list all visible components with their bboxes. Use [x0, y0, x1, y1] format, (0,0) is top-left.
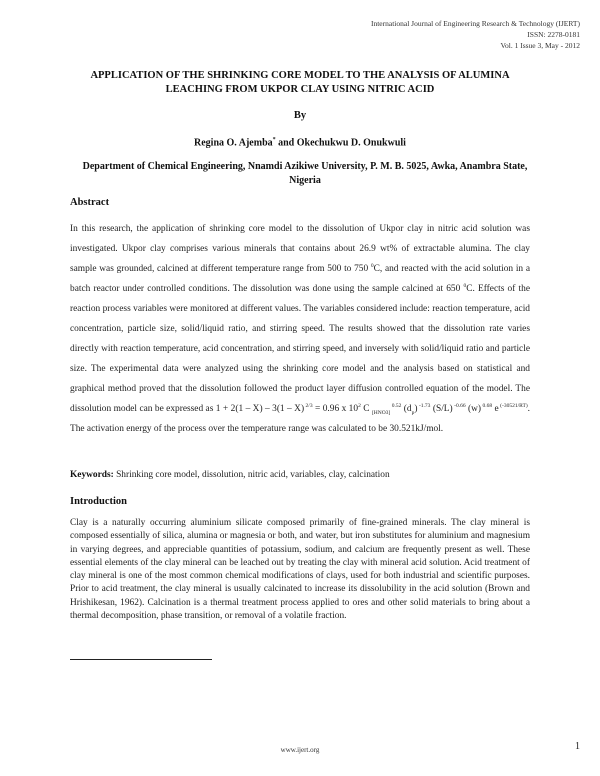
footer-site-link[interactable]: www.ijert.org — [280, 746, 320, 754]
abstract-heading: Abstract — [70, 197, 110, 208]
abstract-part-2: C, and reacted with the acid solution in a batch reactor under controlled conditions. The dissolution was done using the sample calcined at 650 — [70, 264, 530, 294]
paper-title — [60, 69, 540, 97]
journal-header — [280, 18, 580, 51]
equation-subscript-2: p — [411, 409, 415, 416]
equation-part-e: (S/L) — [430, 404, 453, 414]
keywords-label: Keywords: — [70, 470, 114, 480]
equation-exponent-4: -1.73 — [417, 402, 431, 409]
journal-issn: ISSN: 2278-0181 — [527, 30, 580, 39]
equation-part-b: C — [360, 404, 372, 414]
abstract-part-3: C. Effects of the reaction process variables were monitored at different values. The variables considered include: reaction temperature, acid concentration, particle size, solid/liquid ratio, and stirring speed. The results showed that the dissolution rate varies directly with reaction temperature, acid concentration, and stirring speed, and inversely with solid/liquid ratio and particle size. The experimental data were analyzed using the shrinking core model and the analysis based on statistical and graphical method proved that the dissolution followed the product layer diffusion controlled equation of the model. The dissolution model can be expressed as 1 + 2(1 – X) – 3(1 – X) — [70, 284, 530, 414]
by-line: By — [293, 110, 307, 121]
equation-exponent-5: -0.66 — [452, 402, 466, 409]
keywords — [70, 470, 530, 480]
equation-part-a: = 0.96 x 10 — [312, 404, 359, 414]
author-list — [0, 137, 600, 148]
author-first: Regina O. Ajemba — [194, 137, 273, 149]
degree-mark-2: 0 — [463, 282, 467, 289]
journal-volume: Vol. 1 Issue 3, May - 2012 — [500, 41, 580, 50]
corresponding-mark: * — [272, 137, 276, 143]
keywords-text: Shrinking core model, dissolution, nitric acid, variables, clay, calcination — [113, 470, 390, 480]
equation-part-g: e — [492, 404, 499, 414]
journal-name: International Journal of Engineering Research & Technology (IJERT) — [370, 19, 580, 28]
affiliation: Department of Chemical Engineering, Nnamdi Azikiwe University, P. M. B. 5025, Awka, Anambra State, Nigeria — [82, 161, 528, 186]
introduction-body: Clay is a naturally occurring aluminium silicate composed primarily of fine-grained minerals. The clay mineral is composed essentially of silica, alumina or magnesia or both, and water, but iron substitutes for aluminium and magnesium in varying degrees, and appreciable quantities of potassium, sodium, and calcium are frequently present as well. These essential elements of the clay mineral can be leached out by treating the clay with mineral acid solution. Acid treatment of clay mineral is one of the most common chemical modifications of clays, used for both industrial and scientific purposes. Prior to acid treatment, the clay mineral is usually calcinated to increase its dissolubility in the acid solution (Brown and Hrishikesan, 1962). Calcination is a thermal treatment process applied to ores and other solid materials to bring about a thermal decomposition, phase transition, or removal of a volatile fraction. — [70, 518, 530, 622]
equation-subscript-1: [HNO3] — [371, 409, 391, 416]
equation-exponent-2: 2 — [358, 402, 361, 409]
introduction-heading: Introduction — [70, 496, 127, 507]
equation-exponent-7: (-30521/RT) — [498, 402, 528, 409]
degree-mark-1: 0 — [370, 262, 374, 269]
author-rest: and Okechukwu D. Onukwuli — [275, 137, 406, 149]
equation-exponent-3: 0.52 — [390, 402, 402, 409]
equation-part-d: ) — [414, 404, 418, 414]
abstract-part-1: In this research, the application of shrinking core model to the dissolution of Ukpor clay in nitric acid solution was investigated. Ukpor clay comprises various minerals that contains about 26.9 wt% of extractable alumina. The clay sample was grounded, calcined at different temperature range from 500 to 750 — [70, 224, 530, 274]
title-line-2: LEACHING FROM UKPOR CLAY USING NITRIC ACID — [165, 84, 435, 95]
footnote-rule — [70, 659, 212, 660]
abstract-part-4: . The activation energy of the process over the temperature range was calculated to be 30.521kJ/mol. — [70, 404, 530, 434]
equation-exponent-6: 0.68 — [481, 402, 493, 409]
equation-part-f: (w) — [465, 404, 482, 414]
title-line-1: APPLICATION OF THE SHRINKING CORE MODEL TO THE ANALYSIS OF ALUMINA — [90, 70, 510, 81]
equation-part-c: (d — [401, 404, 412, 414]
equation-exponent-1: 2/3 — [304, 402, 313, 409]
page-number: 1 — [575, 741, 580, 752]
abstract-body — [70, 219, 530, 439]
